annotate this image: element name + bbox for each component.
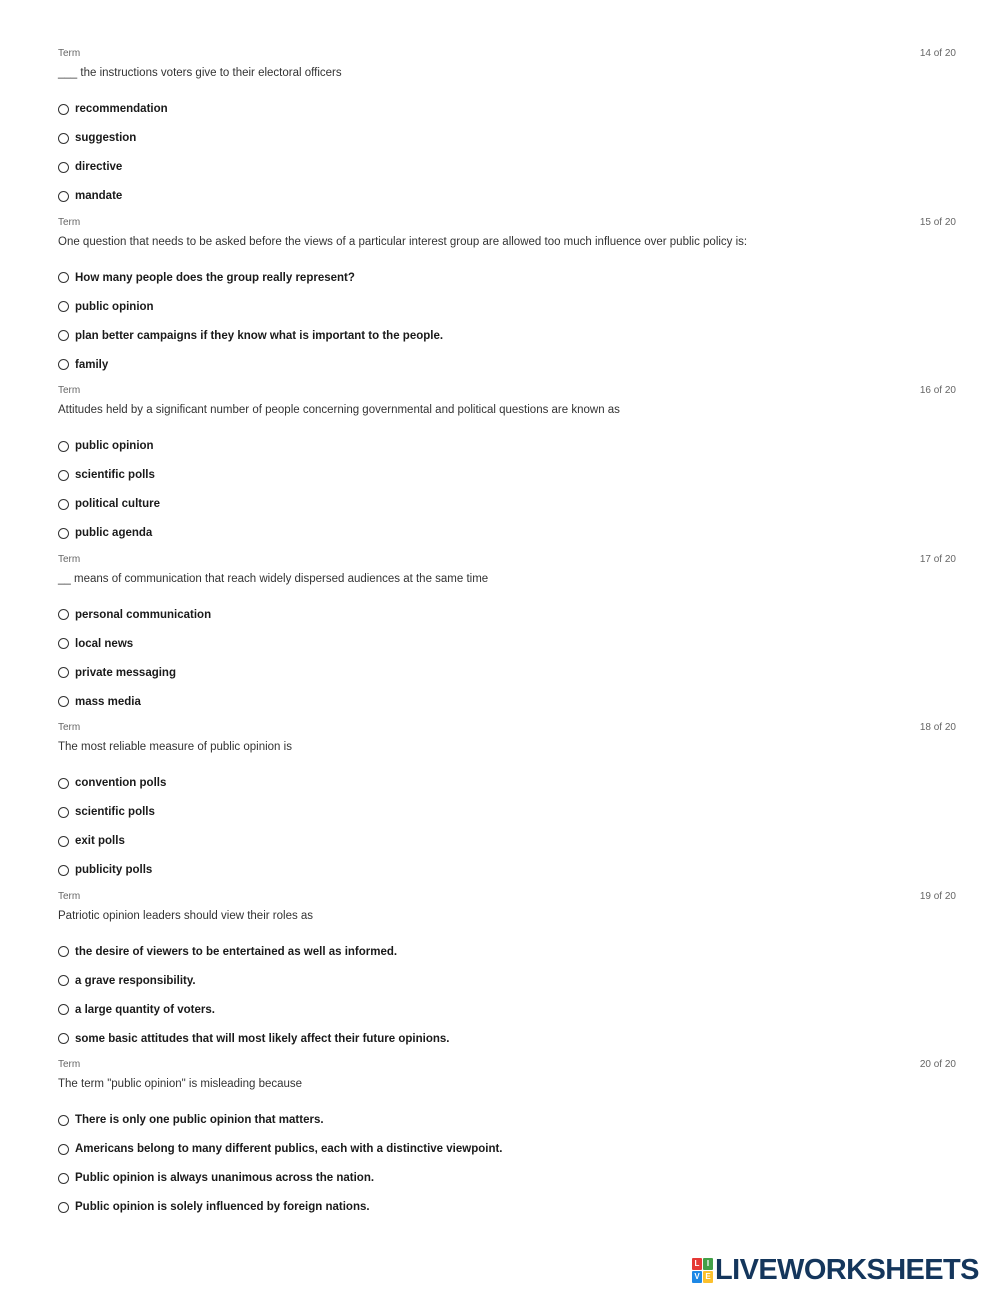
answer-option[interactable] (58, 461, 160, 490)
answer-option[interactable] (58, 153, 168, 182)
answer-option-label: How many people does the group really represent? (75, 271, 355, 284)
radio-button-icon[interactable] (58, 499, 69, 510)
answer-option[interactable] (58, 856, 166, 885)
answer-option-label: recommendation (75, 103, 168, 116)
answer-option-label: personal communication (75, 608, 212, 621)
question-prompt: The term "public opinion" is misleading because (58, 1078, 303, 1090)
answer-option[interactable] (58, 798, 166, 827)
answer-option-label: publicity polls (75, 864, 153, 877)
answer-option-label: public opinion (75, 300, 154, 313)
question-prompt: __ means of communication that reach widely dispersed audiences at the same time (58, 572, 489, 585)
question-term-label: Term (58, 216, 81, 228)
question-header (58, 889, 956, 903)
question-prompt: Attitudes held by a significant number of people concerning governmental and political questions are known as (58, 404, 620, 416)
answer-option-label: private messaging (75, 666, 176, 679)
answer-options (58, 769, 166, 885)
answer-option-label: Public opinion is solely influenced by foreign nations. (75, 1201, 370, 1214)
answer-option-label: some basic attitudes that will most likely affect their future opinions. (75, 1032, 450, 1045)
answer-option[interactable] (58, 1106, 503, 1135)
answer-option-label: exit polls (75, 835, 125, 848)
answer-option-label: Public opinion is always unanimous across the nation. (75, 1172, 375, 1185)
answer-option-label: mandate (75, 190, 123, 203)
answer-option-label: a grave responsibility. (75, 974, 196, 987)
answer-option[interactable] (58, 292, 443, 321)
answer-option-label: scientific polls (75, 806, 155, 819)
radio-button-icon[interactable] (58, 133, 69, 144)
radio-button-icon[interactable] (58, 946, 69, 957)
question-counter: 18 of 20 (919, 722, 956, 733)
answer-option[interactable] (58, 995, 449, 1024)
radio-button-icon[interactable] (58, 1115, 69, 1126)
answer-option-label: family (75, 358, 109, 371)
question-term-label: Term (58, 48, 81, 59)
radio-button-icon[interactable] (58, 667, 69, 678)
question-block (58, 215, 956, 384)
radio-button-icon[interactable] (58, 1202, 69, 1213)
answer-option[interactable] (58, 124, 168, 153)
answer-option[interactable] (58, 938, 449, 967)
question-counter: 20 of 20 (919, 1059, 956, 1070)
question-header (58, 552, 956, 566)
logo-text: LIVEWORKSHEETS (715, 1254, 979, 1286)
answer-option[interactable] (58, 182, 168, 211)
answer-option-label: Americans belong to many different publics, each with a distinctive viewpoint. (75, 1143, 503, 1156)
answer-option[interactable] (58, 321, 443, 350)
answer-option[interactable] (58, 519, 160, 548)
radio-button-icon[interactable] (58, 975, 69, 986)
question-block (58, 1057, 956, 1226)
answer-option-label: political culture (75, 498, 160, 511)
question-header (58, 720, 956, 734)
question-term-label: Term (58, 1059, 81, 1070)
question-counter: 15 of 20 (919, 216, 956, 228)
answer-option-label: the desire of viewers to be entertained as well as informed. (75, 945, 398, 958)
answer-option-label: plan better campaigns if they know what is important to the people. (75, 329, 444, 342)
radio-button-icon[interactable] (58, 1173, 69, 1184)
question-counter: 17 of 20 (919, 553, 956, 565)
question-header (58, 383, 956, 397)
radio-button-icon[interactable] (58, 359, 69, 370)
radio-button-icon[interactable] (58, 1144, 69, 1155)
radio-button-icon[interactable] (58, 865, 69, 876)
question-header (58, 46, 956, 60)
answer-option[interactable] (58, 629, 211, 658)
radio-button-icon[interactable] (58, 301, 69, 312)
answer-option[interactable] (58, 658, 211, 687)
answer-option-label: There is only one public opinion that matters. (75, 1114, 324, 1127)
answer-option-label: suggestion (75, 132, 137, 145)
radio-button-icon[interactable] (58, 1033, 69, 1044)
radio-button-icon[interactable] (58, 807, 69, 818)
radio-button-icon[interactable] (58, 441, 69, 452)
question-block (58, 552, 956, 721)
answer-option[interactable] (58, 432, 160, 461)
answer-options (58, 1106, 503, 1222)
radio-button-icon[interactable] (58, 330, 69, 341)
radio-button-icon[interactable] (58, 836, 69, 847)
answer-option-label: convention polls (75, 777, 167, 790)
answer-option[interactable] (58, 1164, 503, 1193)
radio-button-icon[interactable] (58, 162, 69, 173)
question-header (58, 1057, 956, 1071)
answer-options (58, 95, 168, 211)
answer-options (58, 264, 443, 380)
question-block (58, 889, 956, 1058)
radio-button-icon[interactable] (58, 528, 69, 539)
answer-option[interactable] (58, 490, 160, 519)
radio-button-icon[interactable] (58, 104, 69, 115)
answer-option[interactable] (58, 1135, 503, 1164)
question-block (58, 720, 956, 889)
radio-button-icon[interactable] (58, 778, 69, 789)
question-list (58, 46, 956, 1226)
question-block (58, 383, 956, 552)
answer-option[interactable] (58, 95, 168, 124)
radio-button-icon[interactable] (58, 191, 69, 202)
question-counter: 14 of 20 (919, 48, 956, 59)
question-prompt: One question that needs to be asked before the views of a particular interest group are allowed too much influence over public policy is: (58, 235, 748, 248)
question-counter: 19 of 20 (919, 890, 956, 902)
answer-option[interactable] (58, 350, 443, 379)
answer-option-label: public agenda (75, 527, 153, 540)
radio-button-icon[interactable] (58, 638, 69, 649)
logo-mark-letter: L (692, 1258, 702, 1270)
answer-option[interactable] (58, 827, 166, 856)
answer-option[interactable] (58, 1024, 449, 1053)
question-term-label: Term (58, 385, 81, 396)
question-prompt: The most reliable measure of public opinion is (58, 741, 292, 753)
logo-mark-letter: I (703, 1258, 713, 1270)
radio-button-icon[interactable] (58, 272, 69, 283)
answer-option-label: local news (75, 637, 134, 650)
question-counter: 16 of 20 (919, 385, 956, 396)
answer-option[interactable] (58, 769, 166, 798)
answer-option[interactable] (58, 687, 211, 716)
answer-option[interactable] (58, 601, 211, 630)
answer-option-label: scientific polls (75, 469, 155, 482)
answer-options (58, 601, 211, 717)
answer-option-label: a large quantity of voters. (75, 1003, 215, 1016)
answer-option[interactable] (58, 966, 449, 995)
answer-options (58, 432, 160, 548)
answer-option[interactable] (58, 1193, 503, 1222)
logo-mark-icon (692, 1258, 713, 1283)
question-prompt: Patriotic opinion leaders should view their roles as (58, 909, 314, 922)
question-term-label: Term (58, 553, 81, 565)
radio-button-icon[interactable] (58, 609, 69, 620)
question-term-label: Term (58, 722, 81, 733)
answer-option[interactable] (58, 264, 443, 293)
answer-option-label: directive (75, 161, 123, 174)
answer-option-label: public opinion (75, 440, 154, 453)
question-term-label: Term (58, 890, 81, 902)
liveworksheets-logo (692, 1256, 979, 1284)
logo-mark-letter: E (703, 1271, 713, 1283)
radio-button-icon[interactable] (58, 470, 69, 481)
question-block (58, 46, 956, 215)
question-header (58, 215, 956, 229)
radio-button-icon[interactable] (58, 696, 69, 707)
answer-options (58, 938, 449, 1054)
logo-mark-letter: V (692, 1271, 702, 1283)
question-prompt: ___ the instructions voters give to their electoral officers (58, 67, 342, 79)
radio-button-icon[interactable] (58, 1004, 69, 1015)
answer-option-label: mass media (75, 695, 141, 708)
